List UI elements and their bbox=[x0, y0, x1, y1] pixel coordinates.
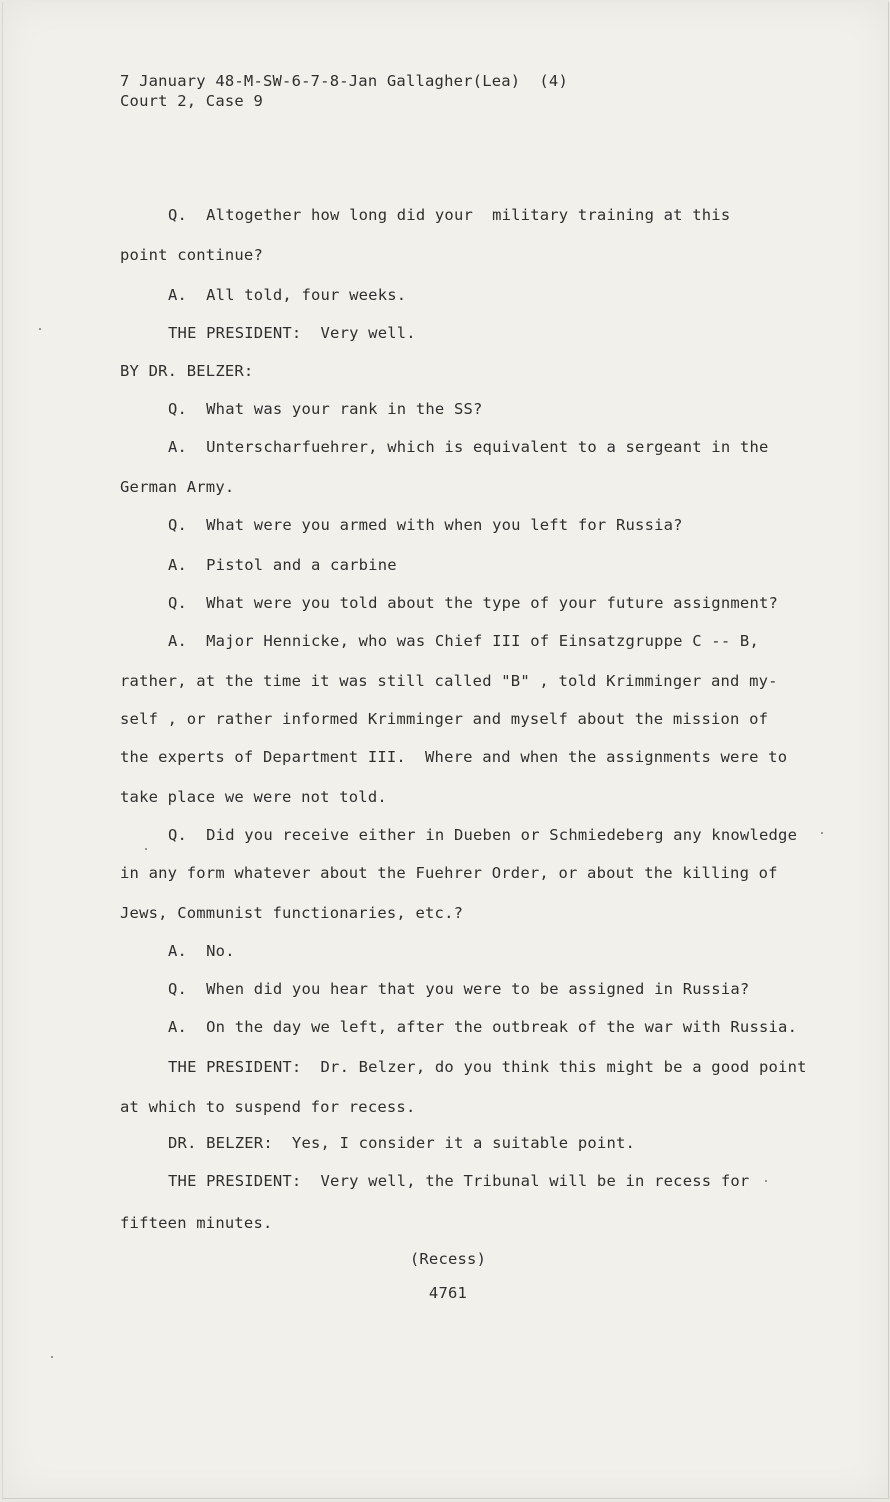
transcript-line: self , or rather informed Krimminger and myself about the mission of bbox=[120, 710, 769, 728]
transcript-line: Q. What were you armed with when you left for Russia? bbox=[168, 516, 683, 534]
paper-speck bbox=[51, 1356, 53, 1358]
transcript-line: A. Pistol and a carbine bbox=[168, 556, 397, 574]
transcript-line: point continue? bbox=[120, 246, 263, 264]
transcript-line: THE PRESIDENT: Dr. Belzer, do you think this might be a good point bbox=[168, 1058, 807, 1076]
transcript-line: Q. What were you told about the type of your future assignment? bbox=[168, 594, 779, 612]
transcript-line: take place we were not told. bbox=[120, 788, 387, 806]
transcript-line: at which to suspend for recess. bbox=[120, 1098, 416, 1116]
transcript-line: Q. Altogether how long did your military training at this bbox=[168, 206, 731, 224]
transcript-line: German Army. bbox=[120, 478, 235, 496]
transcript-line: A. No. bbox=[168, 942, 235, 960]
transcript-line: THE PRESIDENT: Very well, the Tribunal will be in recess for bbox=[168, 1172, 750, 1190]
transcript-line: A. On the day we left, after the outbreak of the war with Russia. bbox=[168, 1018, 798, 1036]
transcript-line: BY DR. BELZER: bbox=[120, 362, 254, 380]
document-page bbox=[2, 2, 889, 1499]
transcript-line: Jews, Communist functionaries, etc.? bbox=[120, 904, 464, 922]
paper-speck bbox=[821, 832, 823, 834]
page-number: 4761 bbox=[428, 1284, 468, 1302]
paper-speck bbox=[765, 1180, 767, 1182]
transcript-line: fifteen minutes. bbox=[120, 1214, 273, 1232]
transcript-line: THE PRESIDENT: Very well. bbox=[168, 324, 416, 342]
recess-label: (Recess) bbox=[409, 1250, 487, 1268]
transcript-line: the experts of Department III. Where and when the assignments were to bbox=[120, 748, 788, 766]
header-line-2: Court 2, Case 9 bbox=[120, 92, 263, 110]
header-line-1: 7 January 48-M-SW-6-7-8-Jan Gallagher(Lea) (4) bbox=[120, 72, 568, 90]
transcript-line: A. Unterscharfuehrer, which is equivalent to a sergeant in the bbox=[168, 438, 769, 456]
transcript-line: A. All told, four weeks. bbox=[168, 286, 407, 304]
paper-speck bbox=[145, 848, 147, 850]
transcript-line: rather, at the time it was still called "B" , told Krimminger and my- bbox=[120, 672, 778, 690]
transcript-line: Q. When did you hear that you were to be assigned in Russia? bbox=[168, 980, 750, 998]
transcript-line: DR. BELZER: Yes, I consider it a suitable point. bbox=[168, 1134, 636, 1152]
paper-speck bbox=[39, 328, 41, 330]
transcript-line: A. Major Hennicke, who was Chief III of Einsatzgruppe C -- B, bbox=[168, 632, 759, 650]
transcript-line: Q. What was your rank in the SS? bbox=[168, 400, 483, 418]
transcript-line: in any form whatever about the Fuehrer Order, or about the killing of bbox=[120, 864, 778, 882]
transcript-line: Q. Did you receive either in Dueben or Schmiedeberg any knowledge bbox=[168, 826, 798, 844]
